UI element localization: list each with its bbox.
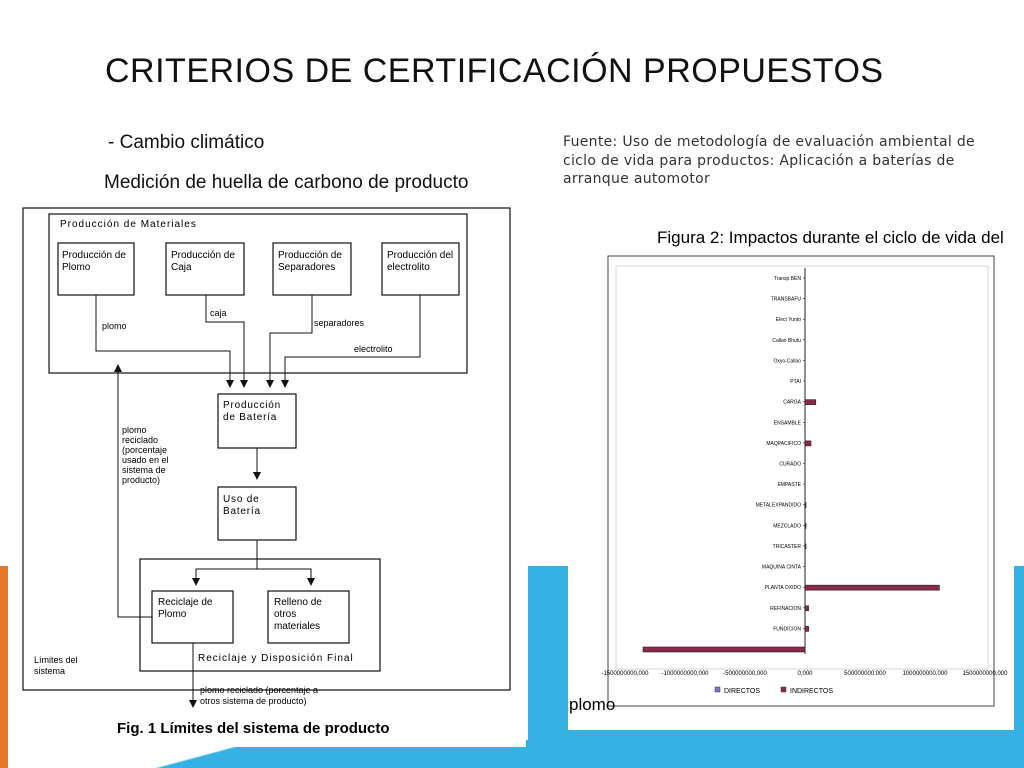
box-relleno-line3: materiales xyxy=(274,621,321,632)
box-relleno-line2: otros xyxy=(274,609,297,620)
flow-label-electrolito: electrolito xyxy=(354,344,393,354)
limits-line2: sistema xyxy=(34,666,66,676)
chart-title-continued: plomo xyxy=(569,695,616,714)
box-caja-line1: Producción de xyxy=(171,250,235,261)
chart-frame xyxy=(608,256,994,706)
category-label: MEZCLADO xyxy=(773,523,801,530)
output-line1: plomo reciclado (porcentaje a xyxy=(200,685,319,695)
category-label: CARGA xyxy=(783,399,801,406)
flow-label-caja: caja xyxy=(210,308,227,318)
system-boundary xyxy=(23,208,510,690)
bar-indirectos xyxy=(805,606,809,611)
flow-label-plomo: plomo xyxy=(102,321,127,331)
category-label: CURADO xyxy=(779,461,801,468)
category-label: MAQUINA CINTA xyxy=(761,564,801,571)
category-label: MAQPACIFICO xyxy=(766,440,801,447)
recycled-line3: (porcentaje xyxy=(122,445,168,455)
category-label: ENSAMBLE xyxy=(773,420,801,427)
legend-indirectos: INDIRECTOS xyxy=(790,688,834,695)
bar-indirectos xyxy=(805,544,806,549)
bar-indirectos xyxy=(805,503,806,508)
bar-indirectos xyxy=(805,441,811,446)
chart-title: Figura 2: Impactos durante el ciclo de vida del xyxy=(657,228,1004,247)
subtitle-cambio-climatico: - Cambio climático xyxy=(108,132,265,153)
category-label: METALEXPANDIDO xyxy=(755,502,801,509)
category-label: Callao Bhutu xyxy=(772,337,801,344)
materials-title: Producción de Materiales xyxy=(60,219,197,230)
box-relleno-line1: Relleno de xyxy=(274,597,322,608)
source-citation: Fuente: Uso de metodología de evaluación ambiental de ciclo de vida para productos: Aplicación a baterías de arranque automotor xyxy=(563,134,975,187)
bar-indirectos xyxy=(805,523,806,528)
box-reciclaje-line1: Reciclaje de xyxy=(158,597,213,608)
box-uso-line2: Batería xyxy=(223,506,261,517)
x-tick-label: -1500000000,000 xyxy=(601,671,649,677)
product-system-diagram xyxy=(22,207,526,747)
category-label: Transp BEN xyxy=(773,276,801,282)
final-disposal-title: Reciclaje y Disposición Final xyxy=(198,653,354,664)
slide-title: CRITERIOS DE CERTIFICACIÓN PROPUESTOS xyxy=(105,52,884,90)
bar-indirectos xyxy=(643,647,805,652)
recycled-line4: usado en el xyxy=(122,455,169,465)
category-label: PTAI xyxy=(790,379,801,386)
box-bateria-line1: Producción xyxy=(223,400,282,411)
box-caja-line2: Caja xyxy=(171,262,192,273)
box-separadores-line2: Separadores xyxy=(278,262,336,273)
category-label: Oxyo-Callao xyxy=(773,358,801,365)
category-label: TRICASTER xyxy=(772,543,801,550)
recycled-line2: reciclado xyxy=(122,435,159,445)
limits-line1: Límites del xyxy=(34,655,78,665)
box-reciclaje-line2: Plomo xyxy=(158,609,187,620)
materials-block xyxy=(49,214,467,373)
x-tick-label: -500000000,000 xyxy=(723,671,767,677)
flow-label-separadores: separadores xyxy=(314,318,365,328)
category-label: REFINACION xyxy=(770,605,801,612)
recycled-line5: sistema de xyxy=(122,465,166,475)
output-line2: otros sistema de producto) xyxy=(200,696,307,706)
category-label: Elect Yunto xyxy=(775,317,801,324)
category-label: FUNDICION xyxy=(773,626,801,633)
x-tick-label: 500000000,000 xyxy=(844,671,886,677)
figure1-caption: Fig. 1 Límites del sistema de producto xyxy=(117,720,390,737)
legend-directos: DIRECTOS xyxy=(724,688,761,695)
bar-indirectos xyxy=(805,400,816,405)
x-tick-label: 1500000000,000 xyxy=(962,671,1008,677)
x-tick-label: 1000000000,000 xyxy=(902,671,948,677)
recycled-line6: producto) xyxy=(122,475,161,485)
box-plomo-line2: Plomo xyxy=(62,262,91,273)
box-separadores-line1: Producción de xyxy=(278,250,342,261)
x-tick-label: -1000000000,000 xyxy=(661,671,709,677)
x-tick-label: 0,000 xyxy=(797,671,813,677)
legend-swatch-directos xyxy=(715,687,720,692)
box-electrolito-line1: Producción del xyxy=(387,250,454,261)
category-label: PLANTA OXIDO xyxy=(764,585,801,592)
box-bateria-line2: de Batería xyxy=(223,412,278,423)
recycled-line1: plomo xyxy=(122,425,147,435)
bar-indirectos xyxy=(805,626,809,631)
subtitle-huella-carbono: Medición de huella de carbono de producto xyxy=(104,172,469,193)
category-label: TRANSBAFU xyxy=(770,296,801,303)
box-plomo-line1: Producción de xyxy=(62,250,126,261)
legend-swatch-indirectos xyxy=(781,687,786,692)
box-electrolito-line2: electrolito xyxy=(387,262,430,273)
accent-orange-bar xyxy=(0,566,8,768)
category-label: EMPASTE xyxy=(777,482,801,489)
lifecycle-impact-chart xyxy=(568,216,1014,730)
box-uso-line1: Uso de xyxy=(223,494,260,505)
bar-indirectos xyxy=(805,585,939,590)
